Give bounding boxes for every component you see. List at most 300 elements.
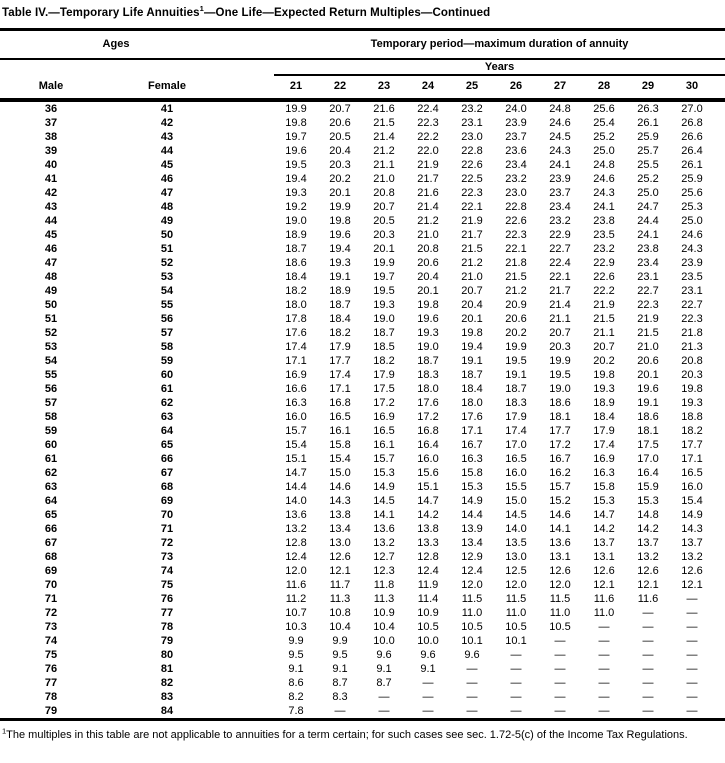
row-right-pad-cell bbox=[714, 242, 725, 256]
years-header-row bbox=[0, 59, 725, 75]
row-spacer-cell bbox=[232, 354, 274, 368]
multiple-cell-year-29: 23.4 bbox=[637, 256, 659, 269]
multiple-cell-year-23: 16.5 bbox=[373, 424, 395, 437]
multiple-cell-year-30: 24.6 bbox=[681, 228, 703, 241]
multiple-cell-year-27: 12.0 bbox=[549, 578, 571, 591]
group-header-row bbox=[0, 30, 725, 59]
multiple-cell-year-23: 13.6 bbox=[373, 522, 395, 535]
multiple-cell-year-29: 19.6 bbox=[637, 382, 659, 395]
multiple-cell-year-27: 21.1 bbox=[549, 312, 571, 325]
multiple-cell-year-30: 12.6 bbox=[681, 564, 703, 577]
female-age-cell: 78 bbox=[160, 620, 174, 633]
multiple-cell-year-28: 20.7 bbox=[593, 340, 615, 353]
table-row bbox=[0, 522, 725, 536]
male-age-cell: 44 bbox=[44, 214, 58, 227]
multiple-cell-year-22: 9.5 bbox=[332, 648, 348, 661]
table-row bbox=[0, 410, 725, 424]
multiple-cell-year-24: 22.4 bbox=[417, 102, 439, 115]
multiple-cell-year-22: 10.8 bbox=[329, 606, 351, 619]
multiple-cell-year-26: 19.9 bbox=[505, 340, 527, 353]
row-right-pad-cell bbox=[714, 424, 725, 438]
multiple-cell-year-22: 11.7 bbox=[329, 578, 351, 591]
multiple-cell-year-30: 26.1 bbox=[681, 158, 703, 171]
multiple-cell-year-28: — bbox=[598, 704, 610, 717]
table-row bbox=[0, 298, 725, 312]
multiple-cell-year-23: 21.2 bbox=[373, 144, 395, 157]
female-age-cell: 54 bbox=[160, 284, 174, 297]
multiple-cell-year-26: 11.0 bbox=[505, 606, 527, 619]
table-row bbox=[0, 620, 725, 634]
multiple-cell-year-22: 20.6 bbox=[329, 116, 351, 129]
year-column-header-29: 29 bbox=[626, 75, 670, 100]
table-row bbox=[0, 648, 725, 662]
female-age-cell: 70 bbox=[160, 508, 174, 521]
multiple-cell-year-21: 19.4 bbox=[285, 172, 307, 185]
table-row bbox=[0, 270, 725, 284]
multiple-cell-year-27: 17.7 bbox=[549, 424, 571, 437]
multiple-cell-year-26: 11.5 bbox=[505, 592, 527, 605]
row-spacer-cell bbox=[232, 256, 274, 270]
row-right-pad-cell bbox=[714, 256, 725, 270]
multiple-cell-year-30: 22.7 bbox=[681, 298, 703, 311]
row-right-pad-cell bbox=[714, 144, 725, 158]
row-right-pad-cell bbox=[714, 340, 725, 354]
multiple-cell-year-27: 16.7 bbox=[549, 452, 571, 465]
row-right-pad-cell bbox=[714, 228, 725, 242]
row-right-pad-cell bbox=[714, 480, 725, 494]
multiple-cell-year-27: 22.9 bbox=[549, 228, 571, 241]
multiple-cell-year-26: 22.3 bbox=[505, 228, 527, 241]
row-spacer-cell bbox=[232, 116, 274, 130]
table-row bbox=[0, 466, 725, 480]
multiple-cell-year-25: — bbox=[466, 662, 478, 675]
row-spacer-cell bbox=[232, 396, 274, 410]
multiple-cell-year-24: 15.6 bbox=[417, 466, 439, 479]
multiple-cell-year-27: 17.2 bbox=[549, 438, 571, 451]
multiple-cell-year-30: 25.3 bbox=[681, 200, 703, 213]
multiple-cell-year-23: 19.3 bbox=[373, 298, 395, 311]
row-spacer-cell bbox=[232, 508, 274, 522]
multiple-cell-year-23: 11.8 bbox=[373, 578, 395, 591]
multiple-cell-year-23: 20.8 bbox=[373, 186, 395, 199]
multiple-cell-year-25: 19.1 bbox=[461, 354, 483, 367]
multiple-cell-year-23: 19.7 bbox=[373, 270, 395, 283]
table-row bbox=[0, 100, 725, 116]
multiple-cell-year-21: 18.7 bbox=[285, 242, 307, 255]
multiple-cell-year-30: — bbox=[686, 662, 698, 675]
ages-header: Ages bbox=[0, 30, 232, 59]
row-right-pad-cell bbox=[714, 100, 725, 116]
multiple-cell-year-22: 17.4 bbox=[329, 368, 351, 381]
multiple-cell-year-21: 16.6 bbox=[285, 382, 307, 395]
multiple-cell-year-26: — bbox=[510, 648, 522, 661]
multiple-cell-year-21: 9.9 bbox=[288, 634, 304, 647]
multiple-cell-year-26: 22.8 bbox=[505, 200, 527, 213]
multiple-cell-year-30: 13.7 bbox=[681, 536, 703, 549]
row-spacer-cell bbox=[232, 564, 274, 578]
row-spacer-cell bbox=[232, 144, 274, 158]
multiple-cell-year-28: — bbox=[598, 676, 610, 689]
multiple-cell-year-27: 13.1 bbox=[549, 550, 571, 563]
male-age-cell: 45 bbox=[44, 228, 58, 241]
row-spacer-cell bbox=[232, 522, 274, 536]
multiple-cell-year-26: 12.0 bbox=[505, 578, 527, 591]
multiple-cell-year-24: 21.4 bbox=[417, 200, 439, 213]
row-spacer-cell bbox=[232, 634, 274, 648]
year-column-header-25: 25 bbox=[450, 75, 494, 100]
multiple-cell-year-25: 11.5 bbox=[461, 592, 483, 605]
multiple-cell-year-29: 25.0 bbox=[637, 186, 659, 199]
multiple-cell-year-22: 12.6 bbox=[329, 550, 351, 563]
row-right-pad-cell bbox=[714, 158, 725, 172]
multiple-cell-year-23: 10.4 bbox=[373, 620, 395, 633]
multiple-cell-year-21: 19.6 bbox=[285, 144, 307, 157]
multiple-cell-year-24: 21.0 bbox=[417, 228, 439, 241]
multiple-cell-year-30: 12.1 bbox=[681, 578, 703, 591]
multiple-cell-year-27: 20.3 bbox=[549, 340, 571, 353]
multiple-cell-year-27: 15.2 bbox=[549, 494, 571, 507]
male-age-cell: 54 bbox=[44, 354, 58, 367]
multiple-cell-year-26: 18.7 bbox=[505, 382, 527, 395]
multiple-cell-year-29: 23.1 bbox=[637, 270, 659, 283]
multiple-cell-year-27: 24.5 bbox=[549, 130, 571, 143]
multiple-cell-year-21: 12.0 bbox=[285, 564, 307, 577]
multiple-cell-year-28: 22.9 bbox=[593, 256, 615, 269]
table-row bbox=[0, 340, 725, 354]
multiple-cell-year-23: 19.9 bbox=[373, 256, 395, 269]
multiple-cell-year-28: 12.6 bbox=[593, 564, 615, 577]
row-right-pad-cell bbox=[714, 606, 725, 620]
multiple-cell-year-23: 17.2 bbox=[373, 396, 395, 409]
multiple-cell-year-30: 26.6 bbox=[681, 130, 703, 143]
multiple-cell-year-25: 12.9 bbox=[461, 550, 483, 563]
row-right-pad-cell bbox=[714, 200, 725, 214]
multiple-cell-year-25: 12.4 bbox=[461, 564, 483, 577]
multiple-cell-year-29: 25.7 bbox=[637, 144, 659, 157]
multiple-cell-year-29: 18.1 bbox=[637, 424, 659, 437]
multiple-cell-year-23: 10.9 bbox=[373, 606, 395, 619]
multiple-cell-year-26: 22.6 bbox=[505, 214, 527, 227]
multiple-cell-year-23: 12.7 bbox=[373, 550, 395, 563]
multiple-cell-year-29: 18.6 bbox=[637, 410, 659, 423]
multiple-cell-year-21: 14.4 bbox=[285, 480, 307, 493]
multiple-cell-year-26: 12.5 bbox=[505, 564, 527, 577]
multiple-cell-year-23: — bbox=[378, 704, 390, 717]
male-age-cell: 65 bbox=[44, 508, 58, 521]
multiple-cell-year-28: 13.7 bbox=[593, 536, 615, 549]
multiple-cell-year-23: 21.6 bbox=[373, 102, 395, 115]
multiple-cell-year-23: 21.1 bbox=[373, 158, 395, 171]
table-row bbox=[0, 606, 725, 620]
multiple-cell-year-24: 19.3 bbox=[417, 326, 439, 339]
row-right-pad-cell bbox=[714, 410, 725, 424]
multiple-cell-year-28: 12.1 bbox=[593, 578, 615, 591]
years-row-spacer-left bbox=[0, 59, 232, 75]
multiple-cell-year-30: 21.8 bbox=[681, 326, 703, 339]
table-row bbox=[0, 130, 725, 144]
row-spacer-cell bbox=[232, 284, 274, 298]
male-age-cell: 57 bbox=[44, 396, 58, 409]
multiple-cell-year-23: 14.1 bbox=[373, 508, 395, 521]
multiple-cell-year-28: — bbox=[598, 620, 610, 633]
multiple-cell-year-23: 12.3 bbox=[373, 564, 395, 577]
row-spacer-cell bbox=[232, 592, 274, 606]
female-age-cell: 47 bbox=[160, 186, 174, 199]
multiple-cell-year-25: 20.7 bbox=[461, 284, 483, 297]
table-row bbox=[0, 200, 725, 214]
multiple-cell-year-23: 21.5 bbox=[373, 116, 395, 129]
multiple-cell-year-29: — bbox=[642, 620, 654, 633]
multiple-cell-year-24: 9.6 bbox=[420, 648, 436, 661]
multiple-cell-year-28: 22.2 bbox=[593, 284, 615, 297]
row-spacer-cell bbox=[232, 410, 274, 424]
male-age-cell: 42 bbox=[44, 186, 58, 199]
male-age-cell: 47 bbox=[44, 256, 58, 269]
row-right-pad-cell bbox=[714, 620, 725, 634]
multiple-cell-year-22: 19.1 bbox=[329, 270, 351, 283]
male-age-cell: 72 bbox=[44, 606, 58, 619]
multiple-cell-year-22: 20.4 bbox=[329, 144, 351, 157]
multiple-cell-year-30: 25.9 bbox=[681, 172, 703, 185]
row-spacer-cell bbox=[232, 452, 274, 466]
multiple-cell-year-25: 15.8 bbox=[461, 466, 483, 479]
male-age-cell: 79 bbox=[44, 704, 58, 717]
multiple-cell-year-26: 23.2 bbox=[505, 172, 527, 185]
multiple-cell-year-25: 12.0 bbox=[461, 578, 483, 591]
multiple-cell-year-30: 20.8 bbox=[681, 354, 703, 367]
multiple-cell-year-30: 16.5 bbox=[681, 466, 703, 479]
multiple-cell-year-23: 14.5 bbox=[373, 494, 395, 507]
multiple-cell-year-21: 18.4 bbox=[285, 270, 307, 283]
multiple-cell-year-27: 24.8 bbox=[549, 102, 571, 115]
multiple-cell-year-26: — bbox=[510, 704, 522, 717]
multiple-cell-year-22: 20.5 bbox=[329, 130, 351, 143]
male-age-cell: 69 bbox=[44, 564, 58, 577]
multiple-cell-year-24: 19.6 bbox=[417, 312, 439, 325]
multiple-cell-year-28: 24.3 bbox=[593, 186, 615, 199]
female-age-cell: 55 bbox=[160, 298, 174, 311]
multiple-cell-year-24: 16.8 bbox=[417, 424, 439, 437]
multiple-cell-year-24: 18.7 bbox=[417, 354, 439, 367]
multiple-cell-year-27: 23.7 bbox=[549, 186, 571, 199]
multiple-cell-year-21: 16.9 bbox=[285, 368, 307, 381]
male-age-cell: 76 bbox=[44, 662, 58, 675]
multiple-cell-year-24: 18.0 bbox=[417, 382, 439, 395]
multiple-cell-year-28: 14.2 bbox=[593, 522, 615, 535]
multiple-cell-year-27: 22.4 bbox=[549, 256, 571, 269]
year-column-header-24: 24 bbox=[406, 75, 450, 100]
table-row bbox=[0, 382, 725, 396]
multiple-cell-year-21: 11.2 bbox=[285, 592, 307, 605]
table-row bbox=[0, 158, 725, 172]
multiple-cell-year-28: 21.1 bbox=[593, 326, 615, 339]
male-age-cell: 49 bbox=[44, 284, 58, 297]
multiple-cell-year-22: — bbox=[334, 704, 346, 717]
female-age-cell: 44 bbox=[160, 144, 174, 157]
multiple-cell-year-29: — bbox=[642, 634, 654, 647]
multiple-cell-year-25: — bbox=[466, 676, 478, 689]
multiple-cell-year-21: 19.8 bbox=[285, 116, 307, 129]
table-row bbox=[0, 326, 725, 340]
multiple-cell-year-21: 19.2 bbox=[285, 200, 307, 213]
multiple-cell-year-23: 20.7 bbox=[373, 200, 395, 213]
multiple-cell-year-27: — bbox=[554, 662, 566, 675]
multiple-cell-year-25: 21.5 bbox=[461, 242, 483, 255]
multiple-cell-year-26: 23.7 bbox=[505, 130, 527, 143]
multiple-cell-year-22: 13.4 bbox=[329, 522, 351, 535]
female-age-cell: 83 bbox=[160, 690, 174, 703]
multiple-cell-year-29: 14.2 bbox=[637, 522, 659, 535]
multiple-cell-year-27: 21.7 bbox=[549, 284, 571, 297]
multiple-cell-year-28: 25.4 bbox=[593, 116, 615, 129]
multiple-cell-year-29: 21.9 bbox=[637, 312, 659, 325]
multiple-cell-year-21: 19.7 bbox=[285, 130, 307, 143]
multiple-cell-year-29: — bbox=[642, 648, 654, 661]
multiple-cell-year-24: 16.0 bbox=[417, 452, 439, 465]
female-age-cell: 77 bbox=[160, 606, 174, 619]
multiple-cell-year-30: 20.3 bbox=[681, 368, 703, 381]
multiple-cell-year-27: 11.0 bbox=[549, 606, 571, 619]
multiple-cell-year-28: 13.1 bbox=[593, 550, 615, 563]
row-spacer-cell bbox=[232, 620, 274, 634]
multiple-cell-year-26: — bbox=[510, 690, 522, 703]
multiple-cell-year-29: — bbox=[642, 704, 654, 717]
multiple-cell-year-27: 13.6 bbox=[549, 536, 571, 549]
multiple-cell-year-28: 19.3 bbox=[593, 382, 615, 395]
table-row bbox=[0, 536, 725, 550]
table-row bbox=[0, 396, 725, 410]
multiple-cell-year-30: 22.3 bbox=[681, 312, 703, 325]
multiple-cell-year-21: 17.6 bbox=[285, 326, 307, 339]
multiple-cell-year-29: 17.0 bbox=[637, 452, 659, 465]
multiple-cell-year-25: 14.4 bbox=[461, 508, 483, 521]
multiple-cell-year-25: — bbox=[466, 690, 478, 703]
multiple-cell-year-26: 10.5 bbox=[505, 620, 527, 633]
multiple-cell-year-22: 20.1 bbox=[329, 186, 351, 199]
female-age-cell: 62 bbox=[160, 396, 174, 409]
multiple-cell-year-27: — bbox=[554, 676, 566, 689]
multiple-cell-year-21: 9.1 bbox=[288, 662, 304, 675]
row-spacer-cell bbox=[232, 606, 274, 620]
multiple-cell-year-30: 23.1 bbox=[681, 284, 703, 297]
multiple-cell-year-25: 17.1 bbox=[461, 424, 483, 437]
multiple-cell-year-22: 18.7 bbox=[329, 298, 351, 311]
row-spacer-cell bbox=[232, 186, 274, 200]
multiple-cell-year-23: 21.4 bbox=[373, 130, 395, 143]
multiple-cell-year-21: 14.7 bbox=[285, 466, 307, 479]
multiple-cell-year-27: 23.4 bbox=[549, 200, 571, 213]
multiple-cell-year-30: — bbox=[686, 606, 698, 619]
multiple-cell-year-29: 20.1 bbox=[637, 368, 659, 381]
multiple-cell-year-27: 18.1 bbox=[549, 410, 571, 423]
row-right-pad-cell bbox=[714, 704, 725, 720]
female-age-cell: 67 bbox=[160, 466, 174, 479]
multiple-cell-year-29: 19.1 bbox=[637, 396, 659, 409]
multiple-cell-year-24: 13.8 bbox=[417, 522, 439, 535]
row-spacer-cell bbox=[232, 326, 274, 340]
column-header-row bbox=[0, 75, 725, 100]
male-age-cell: 58 bbox=[44, 410, 58, 423]
multiple-cell-year-26: — bbox=[510, 676, 522, 689]
row-right-pad-cell bbox=[714, 690, 725, 704]
multiple-cell-year-25: 21.9 bbox=[461, 214, 483, 227]
multiple-cell-year-22: 16.8 bbox=[329, 396, 351, 409]
multiple-cell-year-29: 20.6 bbox=[637, 354, 659, 367]
multiple-cell-year-28: 18.9 bbox=[593, 396, 615, 409]
multiple-cell-year-25: 22.3 bbox=[461, 186, 483, 199]
male-age-cell: 71 bbox=[44, 592, 58, 605]
table-row bbox=[0, 242, 725, 256]
female-age-cell: 84 bbox=[160, 704, 174, 717]
multiple-cell-year-24: 15.1 bbox=[417, 480, 439, 493]
male-age-cell: 73 bbox=[44, 620, 58, 633]
multiple-cell-year-24: 13.3 bbox=[417, 536, 439, 549]
multiple-cell-year-21: 18.0 bbox=[285, 298, 307, 311]
multiple-cell-year-23: 9.1 bbox=[376, 662, 392, 675]
male-age-cell: 48 bbox=[44, 270, 58, 283]
multiple-cell-year-26: 17.4 bbox=[505, 424, 527, 437]
multiple-cell-year-27: 20.7 bbox=[549, 326, 571, 339]
multiple-cell-year-22: 19.8 bbox=[329, 214, 351, 227]
multiple-cell-year-27: 19.5 bbox=[549, 368, 571, 381]
year-column-header-22: 22 bbox=[318, 75, 362, 100]
male-age-cell: 53 bbox=[44, 340, 58, 353]
multiple-cell-year-29: 25.2 bbox=[637, 172, 659, 185]
multiple-cell-year-29: 12.6 bbox=[637, 564, 659, 577]
row-right-pad-cell bbox=[714, 116, 725, 130]
multiple-cell-year-23: 18.2 bbox=[373, 354, 395, 367]
multiple-cell-year-27: 24.3 bbox=[549, 144, 571, 157]
multiple-cell-year-21: 14.0 bbox=[285, 494, 307, 507]
multiple-cell-year-29: — bbox=[642, 662, 654, 675]
table-row bbox=[0, 256, 725, 270]
multiple-cell-year-28: 11.0 bbox=[593, 606, 615, 619]
row-right-pad-cell bbox=[714, 326, 725, 340]
multiple-cell-year-26: 20.9 bbox=[505, 298, 527, 311]
multiple-cell-year-24: 20.4 bbox=[417, 270, 439, 283]
multiple-cell-year-21: 15.4 bbox=[285, 438, 307, 451]
multiple-cell-year-29: 21.0 bbox=[637, 340, 659, 353]
multiple-cell-year-23: — bbox=[378, 690, 390, 703]
years-row-spacer bbox=[232, 59, 274, 75]
row-right-pad-cell bbox=[714, 466, 725, 480]
row-right-pad-cell bbox=[714, 676, 725, 690]
multiple-cell-year-27: — bbox=[554, 690, 566, 703]
multiple-cell-year-23: 18.5 bbox=[373, 340, 395, 353]
multiple-cell-year-22: 15.4 bbox=[329, 452, 351, 465]
table-row bbox=[0, 704, 725, 720]
male-age-cell: 51 bbox=[44, 312, 58, 325]
multiple-cell-year-24: — bbox=[422, 704, 434, 717]
multiple-cell-year-25: 18.4 bbox=[461, 382, 483, 395]
table-title-suffix: —One Life—Expected Return Multiples—Continued bbox=[203, 7, 491, 19]
multiple-cell-year-26: — bbox=[510, 662, 522, 675]
multiple-cell-year-27: 11.5 bbox=[549, 592, 571, 605]
multiple-cell-year-25: 15.3 bbox=[461, 480, 483, 493]
multiple-cell-year-22: 12.1 bbox=[329, 564, 351, 577]
row-right-pad-cell bbox=[714, 270, 725, 284]
row-right-pad-cell bbox=[714, 284, 725, 298]
multiple-cell-year-27: — bbox=[554, 704, 566, 717]
multiple-cell-year-25: 14.9 bbox=[461, 494, 483, 507]
multiple-cell-year-21: 17.1 bbox=[285, 354, 307, 367]
multiple-cell-year-21: 17.8 bbox=[285, 312, 307, 325]
multiple-cell-year-25: 23.1 bbox=[461, 116, 483, 129]
table-row bbox=[0, 564, 725, 578]
row-right-pad-cell bbox=[714, 578, 725, 592]
multiple-cell-year-28: 21.9 bbox=[593, 298, 615, 311]
row-spacer-cell bbox=[232, 466, 274, 480]
